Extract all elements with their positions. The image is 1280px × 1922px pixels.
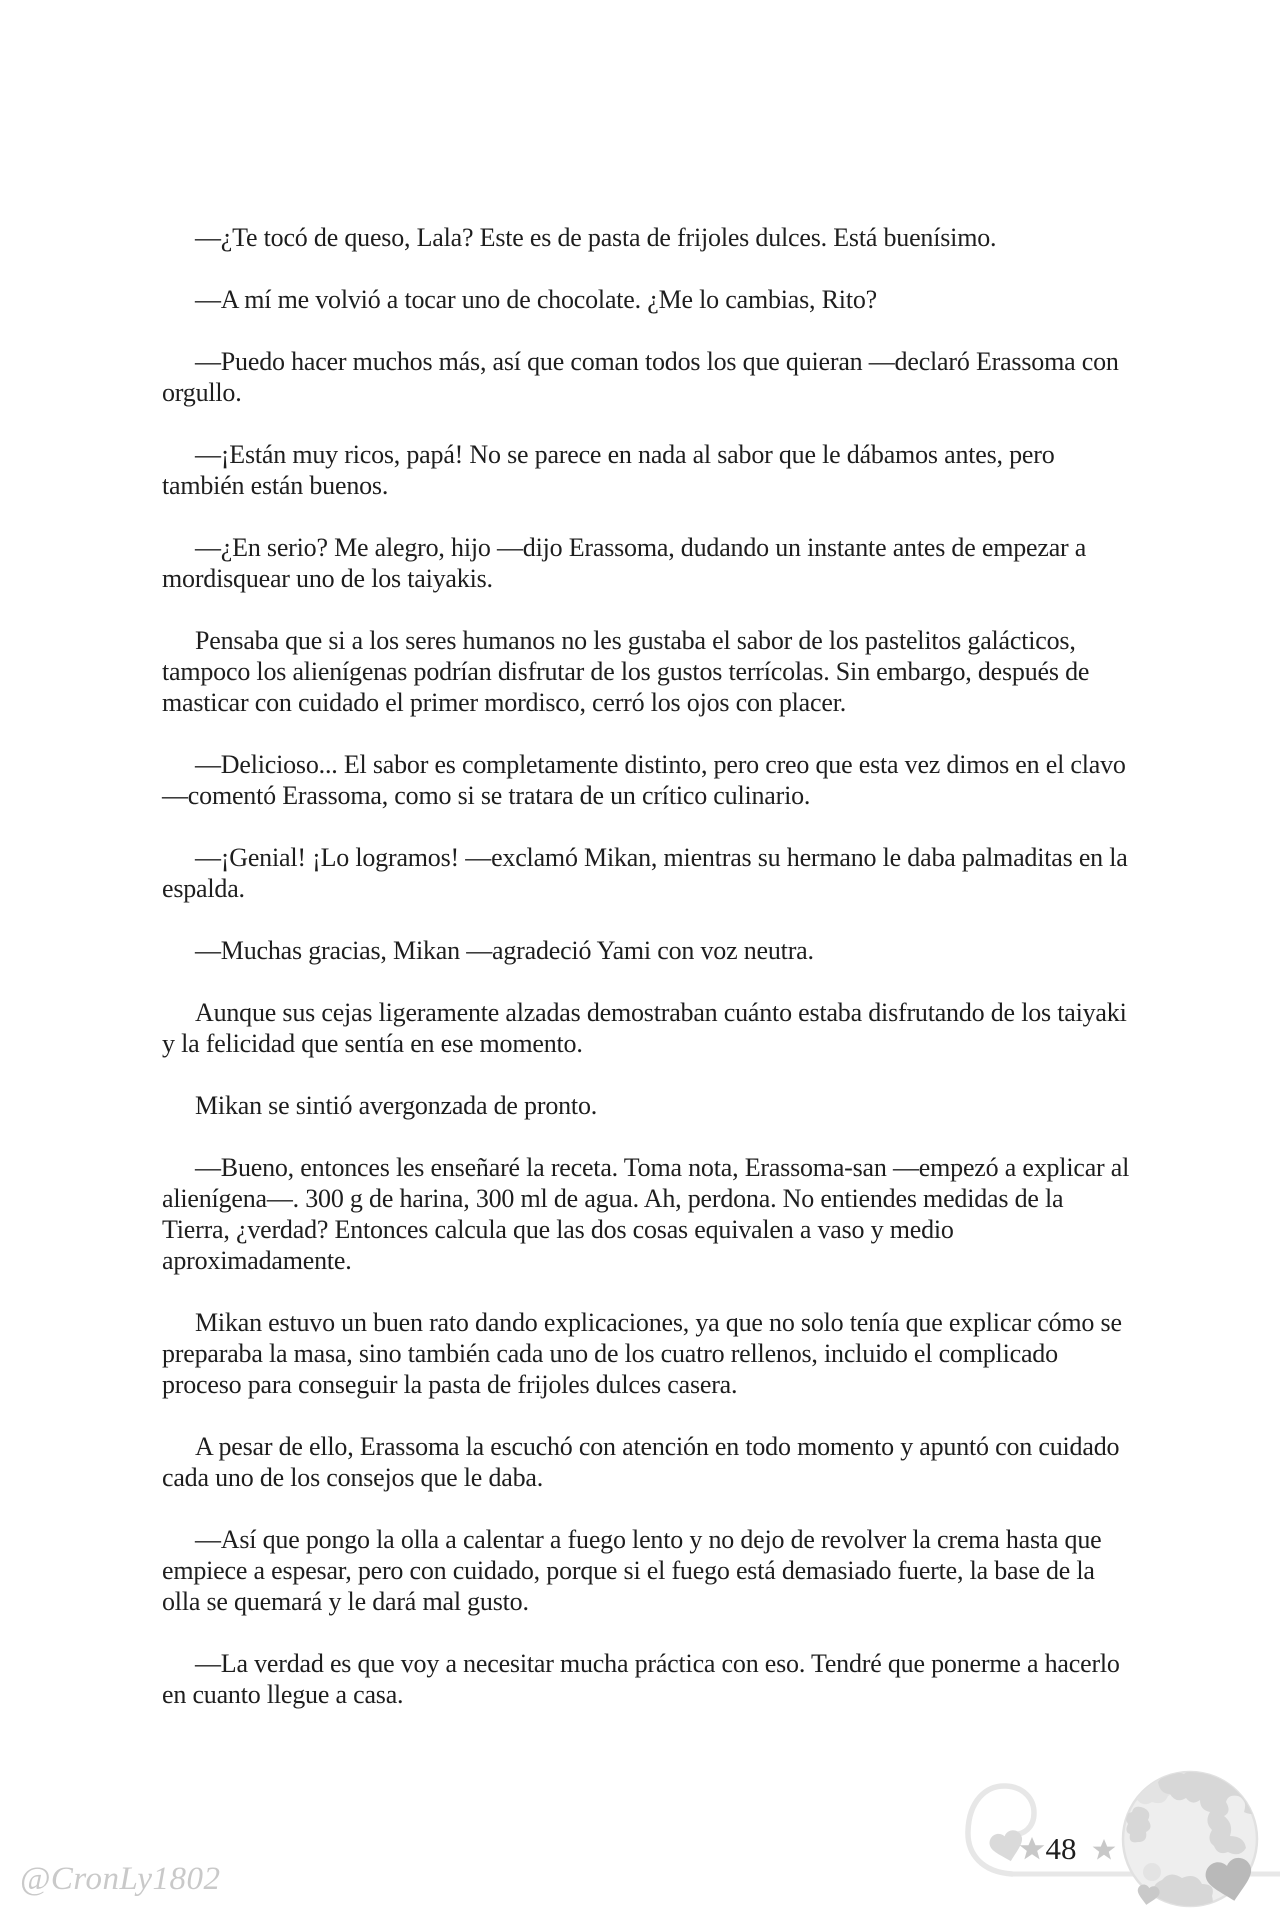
paragraph: —Puedo hacer muchos más, así que coman todos los que quieran —declaró Erassoma con orgullo. (162, 347, 1119, 407)
moon-icon (1123, 1768, 1258, 1912)
moon-patch (1143, 1863, 1161, 1881)
footer-decoration (940, 1740, 1280, 1922)
paragraph: Aunque sus cejas ligeramente alzadas demostraban cuánto estaba disfrutando de los taiyaki y la felicidad que sentía en ese momento. (162, 998, 1127, 1058)
paragraph: —Así que pongo la olla a calentar a fuego lento y no dejo de revolver la crema hasta que empiece a espesar, pero con cuidado, porque si el fuego está demasiado fuerte, la base de la olla se quemará y le dará mal gusto. (162, 1525, 1102, 1616)
paragraph: —¡Están muy ricos, papá! No se parece en nada al sabor que le dábamos antes, pero también están buenos. (162, 440, 1055, 500)
paragraph: —¡Genial! ¡Lo logramos! —exclamó Mikan, mientras su hermano le daba palmaditas en la espalda. (162, 843, 1128, 903)
star-icon (1020, 1837, 1045, 1859)
text-block (162, 222, 1134, 1741)
swirl-icon (968, 1786, 1034, 1874)
paragraph: Mikan estuvo un buen rato dando explicaciones, ya que no solo tenía que explicar cómo se preparaba la masa, sino también cada uno de los cuatro rellenos, incluido el complicado proceso para conseguir la pasta de frijoles dulces casera. (162, 1308, 1122, 1399)
paragraph: Mikan se sintió avergonzada de pronto. (195, 1091, 598, 1120)
paragraph: —¿Te tocó de queso, Lala? Este es de pasta de frijoles dulces. Está buenísimo. (195, 223, 997, 252)
paragraph: —¿En serio? Me alegro, hijo —dijo Erassoma, dudando un instante antes de empezar a mordisquear uno de los taiyakis. (162, 533, 1087, 593)
paragraph: —Delicioso... El sabor es completamente distinto, pero creo que esta vez dimos en el clavo —comentó Erassoma, como si se tratara de un crítico culinario. (162, 750, 1126, 810)
paragraph: —A mí me volvió a tocar uno de chocolate. ¿Me lo cambias, Rito? (195, 285, 877, 314)
star-icon (1093, 1839, 1116, 1860)
page-number: 48 (1045, 1831, 1077, 1866)
paragraph: Pensaba que si a los seres humanos no les gustaba el sabor de los pastelitos galácticos, tampoco los alienígenas podrían disfrutar de los gustos terrícolas. Sin embargo, después de masticar con cuidado el primer mordisco, cerró los ojos con placer. (162, 626, 1090, 717)
paragraph: —La verdad es que voy a necesitar mucha práctica con eso. Tendré que ponerme a hacerlo en cuanto llegue a casa. (162, 1649, 1120, 1709)
paragraph: —Muchas gracias, Mikan —agradeció Yami con voz neutra. (195, 936, 814, 965)
paragraph: —Bueno, entonces les enseñaré la receta. Toma nota, Erassoma-san —empezó a explicar al alienígena—. 300 g de harina, 300 ml de agua. Ah, perdona. No entiendes medidas de la Tierra, ¿verdad? Entonces calcula que las dos cosas equivalen a vaso y medio aproximadamente. (162, 1153, 1130, 1275)
paragraph: A pesar de ello, Erassoma la escuchó con atención en todo momento y apuntó con cuidado cada uno de los consejos que le daba. (162, 1432, 1120, 1492)
watermark-text: @CronLy1802 (20, 1861, 221, 1897)
